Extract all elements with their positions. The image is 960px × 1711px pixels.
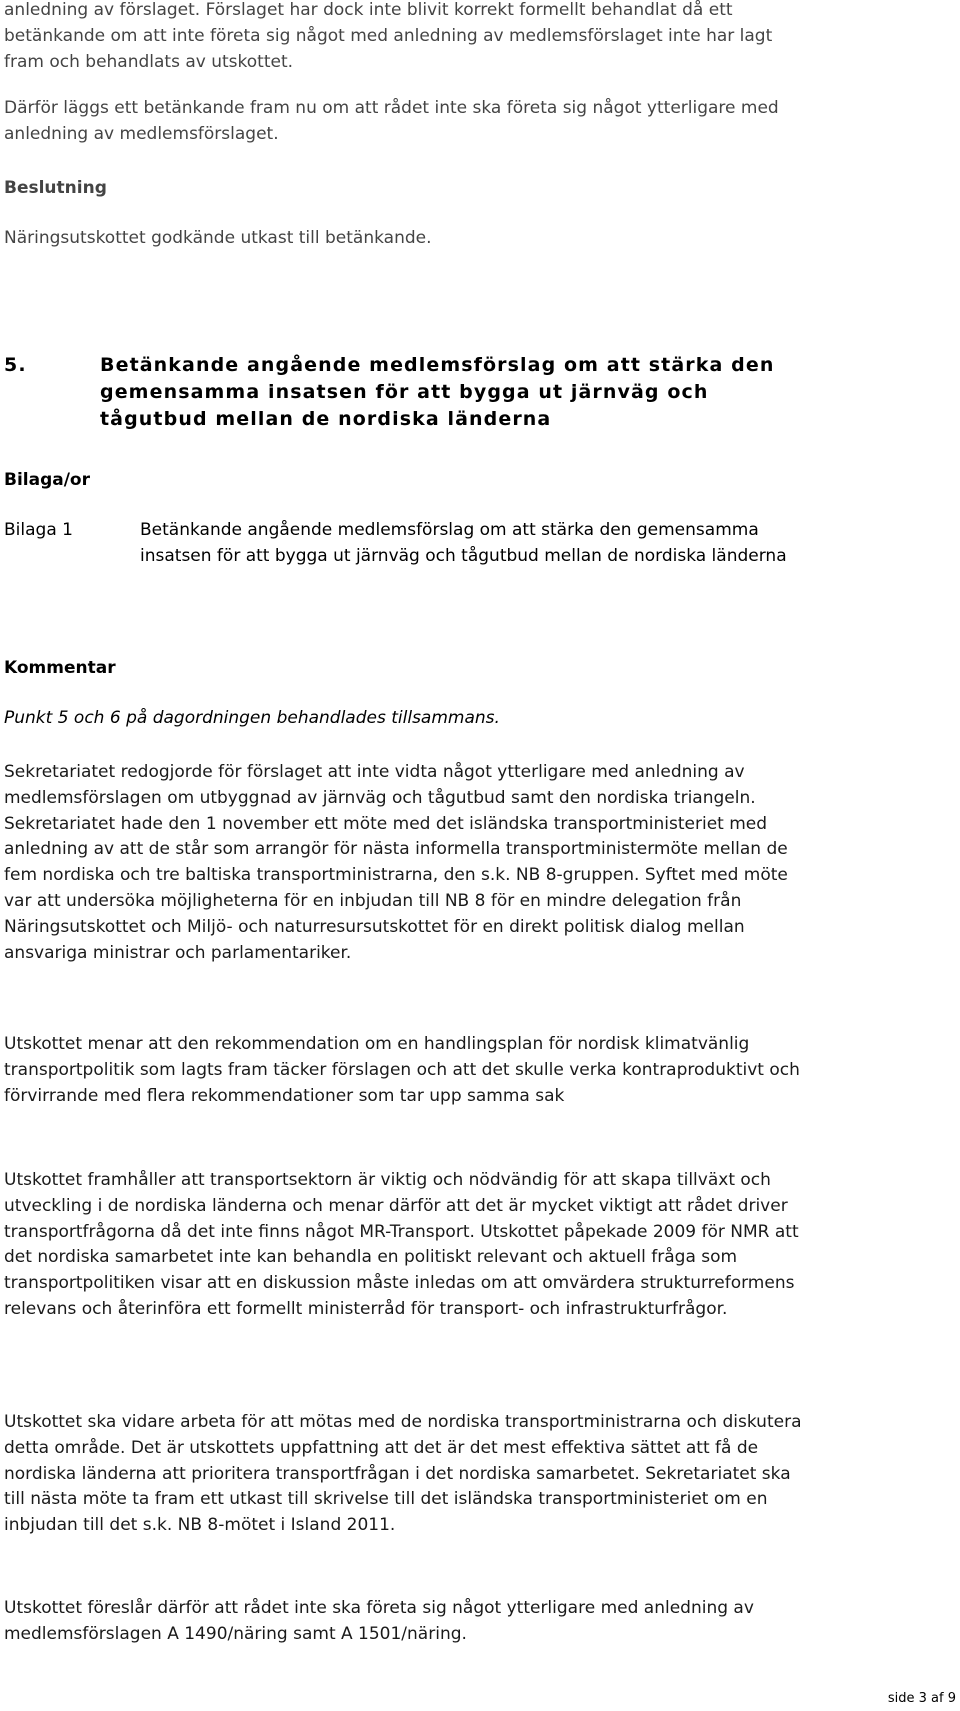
beslutning-heading: Beslutning [4,178,107,198]
agenda-item-title: Betänkande angående medlemsförslag om att stärka den gemensamma insatsen för att bygga ut järnväg och tågutbud mellan de nordiska länderna [100,354,775,430]
proposal-paragraph: Därför läggs ett betänkande fram nu om att rådet inte ska företa sig något ytterligare med anledning av medlemsförslaget. [4,98,779,144]
kommentar-paragraph-3: Utskottet framhåller att transportsektorn är viktig och nödvändig för att skapa tillväxt och utveckling i de nordiska länderna och menar därför att det är mycket viktigt att rådet driver transportfrågorna då det inte finns något MR-Transport. Utskottet påpekade 2009 för NMR att det nordiska samarbetet inte kan behandla en politiskt relevant och aktuell fråga som transportpolitiken visar att en diskussion måste inledas om att omvärdera strukturreformens relevans och återinföra ett formellt ministerråd för transport- och infrastrukturfrågor. [4,1170,799,1319]
bilaga-1-label: Bilaga 1 [4,520,73,540]
kommentar-paragraph-5: Utskottet föreslår därför att rådet inte ska företa sig något ytterligare med anledning av medlemsförslagen A 1490/näring samt A 1501/näring. [4,1598,754,1644]
intro-paragraph: anledning av förslaget. Förslaget har dock inte blivit korrekt formellt behandlat då ett betänkande om att inte företa sig något med anledning av medlemsförslaget inte har lagt fram och behandlats av utskottet. [4,0,773,72]
kommentar-paragraph-4: Utskottet ska vidare arbeta för att mötas med de nordiska transportministrarna och diskutera detta område. Det är utskottets uppfattning att det är det mest effektiva sättet att få de nordiska länderna att prioritera transportfrågan i det nordiska samarbetet. Sekretariatet ska till nästa möte ta fram ett utkast till skrivelse till det isländska transportministeriet om en inbjudan till det s.k. NB 8-mötet i Island 2011. [4,1412,802,1536]
agenda-item-number: 5. [4,354,27,376]
page-number: side 3 af 9 [887,1691,956,1706]
bilagor-heading: Bilaga/or [4,470,90,490]
bilaga-1-text: Betänkande angående medlemsförslag om att stärka den gemensamma insatsen för att bygga ut järnväg och tågutbud mellan de nordiska länderna [140,520,787,566]
kommentar-paragraph-1: Sekretariatet redogjorde för förslaget att inte vidta något ytterligare med anledning av medlemsförslagen om utbyggnad av järnväg och tågutbud samt den nordiska triangeln. Sekretariatet hade den 1 november ett möte med det isländska transportministeriet med anledning av att de står som arrangör för nästa informella transportministermöte mellan de fem nordiska och tre baltiska transportministrarna, den s.k. NB 8-gruppen. Syftet med möte var att undersöka möjligheterna för en inbjudan till NB 8 för en mindre delegation från Näringsutskottet och Miljö- och naturresursutskottet för en direkt politisk dialog mellan ansvariga ministrar och parlamentariker. [4,762,788,963]
kommentar-paragraph-2: Utskottet menar att den rekommendation om en handlingsplan för nordisk klimatvänlig transportpolitik som lagts fram täcker förslagen och att det skulle verka kontraproduktivt och förvirrande med flera rekommendationer som tar upp samma sak [4,1034,800,1106]
beslutning-text: Näringsutskottet godkände utkast till betänkande. [4,228,432,248]
kommentar-note: Punkt 5 och 6 på dagordningen behandlades tillsammans. [4,708,500,728]
kommentar-heading: Kommentar [4,658,116,678]
